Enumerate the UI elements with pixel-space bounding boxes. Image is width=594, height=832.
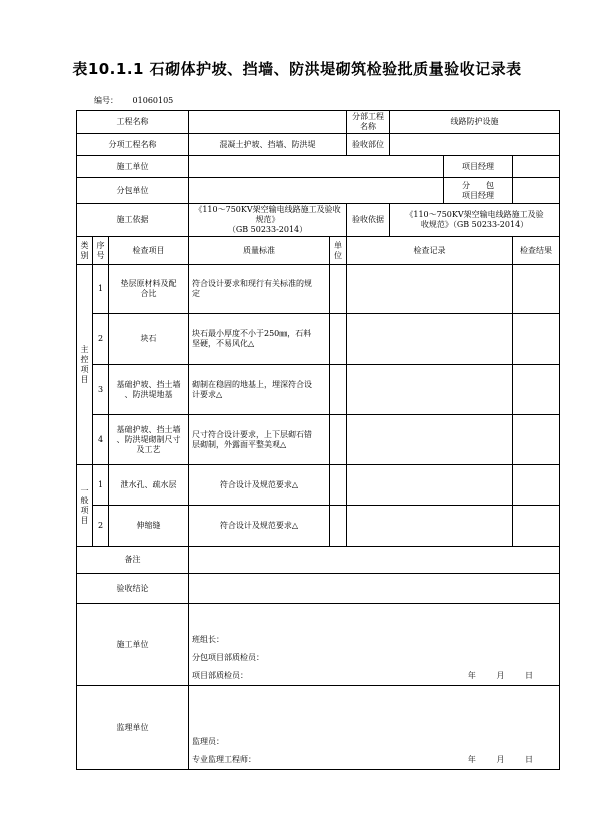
- form-number-value: 01060105: [132, 96, 174, 105]
- main-item-result[interactable]: [513, 314, 560, 365]
- construction-sign-label: 施工单位: [77, 604, 189, 686]
- project-manager-field[interactable]: [513, 156, 560, 178]
- project-name-field[interactable]: [189, 111, 347, 134]
- main-item-record[interactable]: [347, 365, 513, 415]
- col-record: 检查记录: [347, 237, 513, 265]
- conclusion-label: 验收结论: [77, 574, 189, 604]
- main-category-label: [77, 265, 93, 465]
- acceptance-part-label: 验收部位: [347, 134, 390, 156]
- main-item-row: [77, 265, 560, 314]
- supervision-sign-area[interactable]: [189, 686, 560, 770]
- main-item-standard-line1: 尺寸符合设计要求，上下层砌石错: [192, 429, 312, 439]
- main-item-standard: [189, 365, 330, 415]
- main-category-char1: 主: [80, 344, 89, 354]
- general-item-unit[interactable]: [330, 506, 347, 547]
- column-header-row: [77, 237, 560, 265]
- general-category-char1: 一: [80, 485, 89, 495]
- acceptance-basis-label: 验收依据: [347, 204, 390, 237]
- main-item-name-line3: 及工艺: [136, 444, 161, 454]
- acceptance-record-table: [76, 110, 560, 770]
- general-item-seq: 1: [93, 465, 109, 506]
- general-category-char2: 般: [80, 495, 89, 505]
- item-project-label: 分项工程名称: [77, 134, 189, 156]
- col-seq: [93, 237, 109, 265]
- project-inspector-label: 项目部质检员：: [192, 671, 248, 680]
- remarks-row: [77, 547, 560, 574]
- project-name-label: 工程名称: [77, 111, 189, 134]
- general-category-char3: 项: [80, 505, 89, 515]
- main-item-result[interactable]: [513, 415, 560, 465]
- main-item-name-line1: 基础护坡、挡土墙: [116, 424, 181, 434]
- col-seq-char2: 号: [96, 250, 105, 260]
- general-item-record[interactable]: [347, 465, 513, 506]
- general-item-result[interactable]: [513, 465, 560, 506]
- main-item-name-line2: 合比: [140, 289, 157, 298]
- acceptance-basis-value: [390, 204, 560, 237]
- construction-basis-line2: （GB 50233-2014）: [227, 225, 308, 234]
- main-item-standard-line1: 块石最小厚度不小于250㎜，石料: [192, 329, 312, 338]
- remarks-label: 备注: [77, 547, 189, 574]
- main-item-seq: 1: [93, 265, 109, 314]
- supervision-sign-label: 监理单位: [77, 686, 189, 770]
- construction-unit-field[interactable]: [189, 156, 444, 178]
- header-row-subcontract: [77, 178, 560, 204]
- main-item-name: [109, 314, 189, 365]
- general-category-char4: 目: [80, 515, 89, 525]
- main-item-unit[interactable]: [330, 415, 347, 465]
- construction-basis-line1: 《110～750KV架空输电线路施工及验收规范》: [194, 205, 341, 224]
- main-item-seq: 4: [93, 415, 109, 465]
- construction-unit-label: 施工单位: [77, 156, 189, 178]
- supervision-engineer-line: [192, 755, 556, 765]
- sub-project-field[interactable]: 线路防护设施: [390, 111, 560, 134]
- main-item-name-line1: 基础护坡、挡土墙: [116, 379, 181, 389]
- main-item-standard-line1: 符合设计要求和现行有关标准的规: [192, 279, 312, 288]
- remarks-field[interactable]: [189, 547, 560, 574]
- main-item-record[interactable]: [347, 265, 513, 314]
- main-item-standard: [189, 265, 330, 314]
- header-row-project: [77, 111, 560, 134]
- main-item-row: [77, 365, 560, 415]
- main-item-name-line1: 块石: [140, 334, 157, 343]
- construction-basis-value: [189, 204, 347, 237]
- main-item-seq: 2: [93, 314, 109, 365]
- general-item-row: [77, 506, 560, 547]
- main-item-standard-line2: 计要求△: [192, 389, 223, 399]
- main-item-name: [109, 265, 189, 314]
- supervision-sign-row: [77, 686, 560, 770]
- acceptance-basis-line2: 收规范》（GB 50233-2014）: [420, 220, 529, 229]
- subcontract-manager-label-line2: 项目经理: [462, 190, 494, 200]
- main-item-unit[interactable]: [330, 365, 347, 415]
- project-inspector-line: [192, 671, 556, 681]
- sub-project-label: 分部工程名称: [347, 111, 390, 134]
- general-item-result[interactable]: [513, 506, 560, 547]
- col-unit-char2: 位: [334, 250, 342, 260]
- col-result: 检查结果: [513, 237, 560, 265]
- col-unit-char1: 单: [334, 240, 342, 250]
- main-category-char3: 项: [80, 364, 89, 374]
- team-leader-line: 班组长：: [192, 635, 224, 644]
- col-seq-char1: 序: [96, 240, 105, 250]
- supervision-engineer-label: 专业监理工程师：: [192, 755, 256, 764]
- general-item-seq: 2: [93, 506, 109, 547]
- general-item-name: 泄水孔、疏水层: [109, 465, 189, 506]
- main-item-result[interactable]: [513, 365, 560, 415]
- main-item-unit[interactable]: [330, 265, 347, 314]
- main-item-result[interactable]: [513, 265, 560, 314]
- main-item-row: [77, 314, 560, 365]
- col-standard: 质量标准: [189, 237, 330, 265]
- header-row-basis: [77, 204, 560, 237]
- general-item-unit[interactable]: [330, 465, 347, 506]
- col-unit: [330, 237, 347, 265]
- main-item-standard-line2: 定: [192, 289, 200, 298]
- col-category-char2: 别: [80, 250, 89, 260]
- conclusion-field[interactable]: [189, 574, 560, 604]
- acceptance-basis-line1: 《110～750KV架空输电线路施工及验: [405, 210, 544, 219]
- main-item-name-line1: 垫层原材料及配: [120, 279, 177, 288]
- main-item-unit[interactable]: [330, 314, 347, 365]
- main-item-seq: 3: [93, 365, 109, 415]
- form-number-label: 编号：: [94, 96, 118, 105]
- col-item: 检查项目: [109, 237, 189, 265]
- main-item-standard: [189, 314, 330, 365]
- col-category-char1: 类: [80, 240, 89, 250]
- item-project-field[interactable]: 混凝土护坡、挡墙、防洪堤: [189, 134, 347, 156]
- main-category-char2: 控: [80, 354, 89, 364]
- general-item-name: 伸缩缝: [109, 506, 189, 547]
- general-item-standard: 符合设计及规范要求△: [189, 465, 330, 506]
- subcontract-unit-field[interactable]: [189, 178, 444, 204]
- main-item-standard-line2: 坚硬，不易风化△: [192, 339, 255, 348]
- supervision-sign-date: 年 月 日: [467, 755, 543, 764]
- subcontract-unit-label: 分包单位: [77, 178, 189, 204]
- main-item-name-line2: 、防洪堤砌制尺寸: [116, 434, 181, 444]
- main-category-char4: 目: [80, 374, 89, 384]
- main-item-name-line2: 、防洪堤地基: [124, 389, 173, 399]
- main-item-name: [109, 415, 189, 465]
- construction-sign-area[interactable]: [189, 604, 560, 686]
- general-item-standard: 符合设计及规范要求△: [189, 506, 330, 547]
- project-manager-label: 项目经理: [444, 156, 513, 178]
- acceptance-part-field[interactable]: [390, 134, 560, 156]
- page-title: 表10.1.1 石砌体护坡、挡墙、防洪堤砌筑检验批质量验收记录表: [72, 60, 522, 78]
- header-row-construction-unit: [77, 156, 560, 178]
- main-item-record[interactable]: [347, 314, 513, 365]
- conclusion-row: [77, 574, 560, 604]
- form-number: [94, 95, 173, 106]
- main-item-standard: [189, 415, 330, 465]
- general-item-record[interactable]: [347, 506, 513, 547]
- main-item-standard-line2: 层砌制，外露面平整美观△: [192, 439, 287, 449]
- construction-sign-date: 年 月 日: [467, 671, 543, 680]
- subcontract-manager-label-line1: 分 包: [462, 180, 494, 190]
- main-item-name: [109, 365, 189, 415]
- subcontract-manager-label: [444, 178, 513, 204]
- subcontract-manager-field[interactable]: [513, 178, 560, 204]
- col-category: [77, 237, 93, 265]
- main-item-record[interactable]: [347, 415, 513, 465]
- construction-basis-label: 施工依据: [77, 204, 189, 237]
- construction-sign-row: [77, 604, 560, 686]
- general-category-label: [77, 465, 93, 547]
- main-item-row: [77, 415, 560, 465]
- supervisor-line: 监理员：: [192, 737, 224, 746]
- header-row-item-project: [77, 134, 560, 156]
- subcontract-inspector-line: 分包项目部质检员：: [192, 653, 264, 662]
- main-item-standard-line1: 砌制在稳固的地基上，埋深符合设: [192, 379, 312, 389]
- general-item-row: [77, 465, 560, 506]
